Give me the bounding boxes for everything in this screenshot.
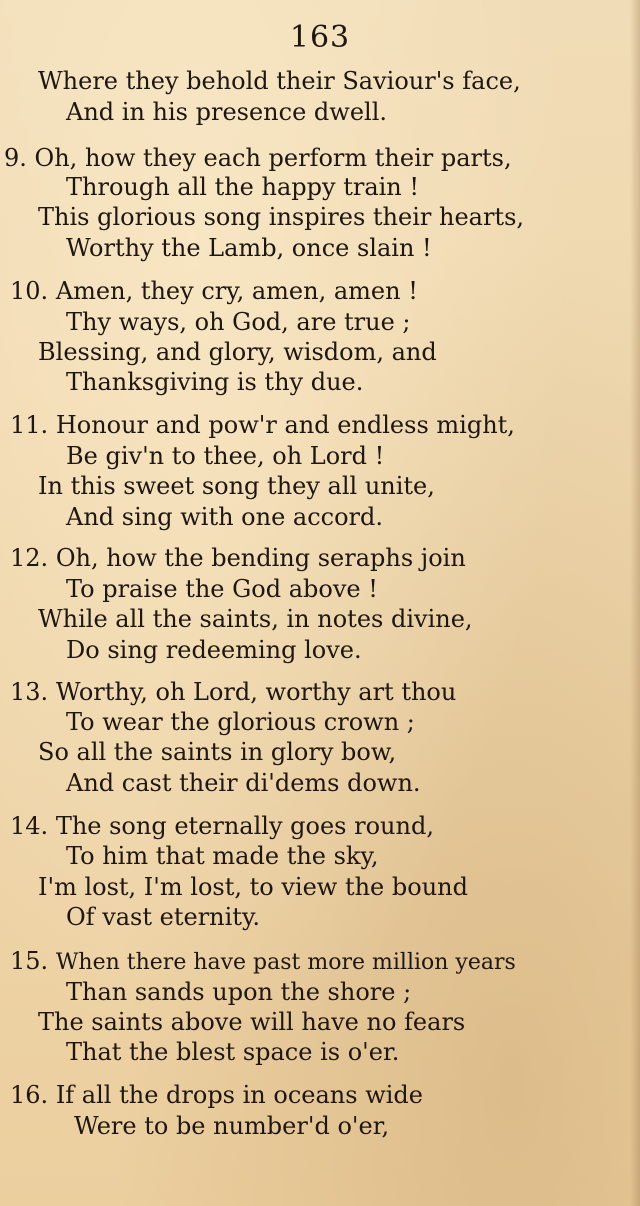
verse-line: And cast their di'dems down.	[66, 769, 421, 797]
page-edge-shadow	[630, 0, 640, 1206]
verse-line: So all the saints in glory bow,	[38, 738, 397, 766]
verse-line: Oh, how the bending seraphs join	[55, 544, 466, 572]
verse-line: To praise the God above !	[66, 575, 378, 603]
verse-line: To wear the glorious crown ;	[66, 708, 415, 736]
page-number: 163	[289, 20, 351, 55]
verse-line: And in his presence dwell.	[66, 98, 387, 126]
verse-line: The saints above will have no fears	[38, 1008, 466, 1036]
verse-line: Worthy, oh Lord, worthy art thou	[55, 678, 457, 706]
stanza-first-line	[10, 410, 515, 440]
stanza-first-line	[10, 677, 456, 707]
verse-line: That the blest space is o'er.	[66, 1038, 400, 1066]
verse-line: Than sands upon the shore ;	[66, 978, 412, 1006]
verse-line: Amen, they cry, amen, amen !	[55, 277, 418, 305]
stanza-number: 16.	[10, 1081, 49, 1109]
stanza-first-line	[10, 811, 434, 841]
verse-line: If all the drops in oceans wide	[55, 1081, 423, 1109]
stanza-number: 14.	[10, 812, 49, 840]
stanza-first-line	[10, 946, 516, 978]
verse-line: Be giv'n to thee, oh Lord !	[66, 442, 385, 470]
verse-line: Honour and pow'r and endless might,	[55, 411, 515, 439]
stanza-first-line	[10, 276, 418, 306]
verse-line: Through all the happy train !	[66, 173, 420, 201]
stanza-number: 9.	[4, 144, 27, 172]
verse-line: Blessing, and glory, wisdom, and	[38, 338, 437, 366]
verse-line: The song eternally goes round,	[55, 812, 434, 840]
stanza-number: 10.	[10, 277, 49, 305]
stanza-first-line	[10, 1080, 423, 1110]
verse-line: This glorious song inspires their hearts,	[38, 203, 525, 231]
verse-line: Worthy the Lamb, once slain !	[66, 234, 432, 262]
verse-line: While all the saints, in notes divine,	[38, 605, 473, 633]
stanza-number: 11.	[10, 411, 49, 439]
verse-line: Thanksgiving is thy due.	[66, 368, 364, 396]
verse-line: When there have past more million years	[55, 950, 516, 975]
stanza-number: 12.	[10, 544, 49, 572]
verse-line: Do sing redeeming love.	[66, 636, 362, 664]
verse-line: To him that made the sky,	[66, 842, 379, 870]
stanza-number: 15.	[10, 947, 49, 975]
verse-line: Thy ways, oh God, are true ;	[66, 308, 411, 336]
verse-line: And sing with one accord.	[66, 503, 384, 531]
verse-line: Were to be number'd o'er,	[74, 1112, 390, 1140]
stanza-first-line	[10, 543, 466, 573]
verse-line: Oh, how they each perform their parts,	[34, 144, 512, 172]
verse-line: I'm lost, I'm lost, to view the bound	[38, 873, 468, 901]
verse-line: In this sweet song they all unite,	[38, 472, 435, 500]
verse-line: Of vast eternity.	[66, 903, 260, 931]
stanza-number: 13.	[10, 678, 49, 706]
stanza-first-line	[4, 143, 512, 173]
verse-line: Where they behold their Saviour's face,	[38, 67, 521, 95]
